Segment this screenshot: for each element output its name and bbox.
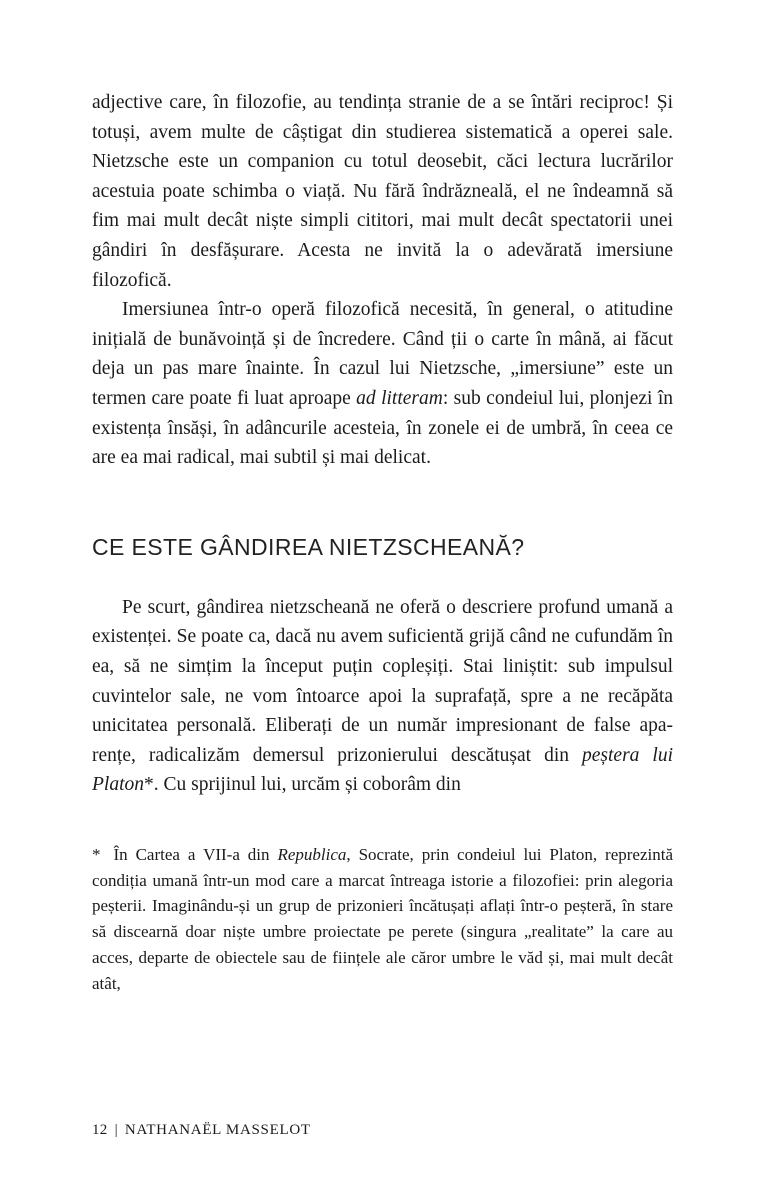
section-heading: CE ESTE GÂNDIREA NIETZSCHEANĂ? (92, 533, 525, 560)
paragraph: Imersiunea într-o operă filozofică necesită, în general, o atitudine inițială de bunăvoință și de încredere. Când ții o carte în mână, ai făcut deja un pas mare înainte. În cazul lui Nietzsche, „imersiune” este un termen care poate fi luat aproape ad litteram: sub condeiul lui, plonjezi în existența însăși, în adâncurile acesteia, în zonele ei de umbră, în ceea ce are ea mai radical, mai subtil și mai delicat. (92, 299, 674, 469)
footer-author: NATHANAËL MASSELOT (124, 1122, 311, 1138)
footer-separator: | (114, 1122, 118, 1138)
page-body (92, 88, 673, 997)
paragraph-continuation: adjective care, în filozofie, au tendința stranie de a se întări reciproc! Și totuși, avem multe de câștigat din studierea sistematică a operei sale. Nietzsche este un companion cu totul deosebit, căci lectura lucrărilor acestuia poate schimba o viață. Nu fără îndrăzneală, el ne îndeamnă să fim mai mult decât niște simpli cititori, mai mult decât spectatorii unei gândiri în desfășurare. Acesta ne invită la o adevărată imersiune filozofică. (92, 92, 673, 291)
footnote: * În Cartea a VII-a din Republica, Socrate, prin condeiul lui Platon, reprezintă condiția umană într-un mod care a marcat întreaga istorie a filozofiei: prin alegoria peșterii. Imaginându-și un grup de prizonieri încătușați aflați într-o peșteră, în stare să discearnă doar niște umbre proiectate pe perete (singura „realitate” la care au acces, departe de obiectele sau de ființele ale căror umbre le văd și, mai mult decât atât, (92, 844, 673, 993)
paragraph: Pe scurt, gândirea nietzscheană ne oferă o descriere profund umană a existenței. Se poate ca, dacă nu avem suficientă grijă când ne cufundăm în ea, să ne simțim la început puțin copleșiți. Stai liniștit: sub impulsul cuvintelor sale, ne vom întoarce apoi la suprafață, spre a ne recăpăta unicitatea personală. Eliberați de un număr impresionant de false aparențe, radicalizăm demersul prizonierului descătușat din peștera lui Platon*. Cu sprijinul lui, urcăm și coborâm din (92, 596, 673, 796)
page-number: 12 (92, 1122, 108, 1138)
page-footer (92, 1122, 311, 1139)
